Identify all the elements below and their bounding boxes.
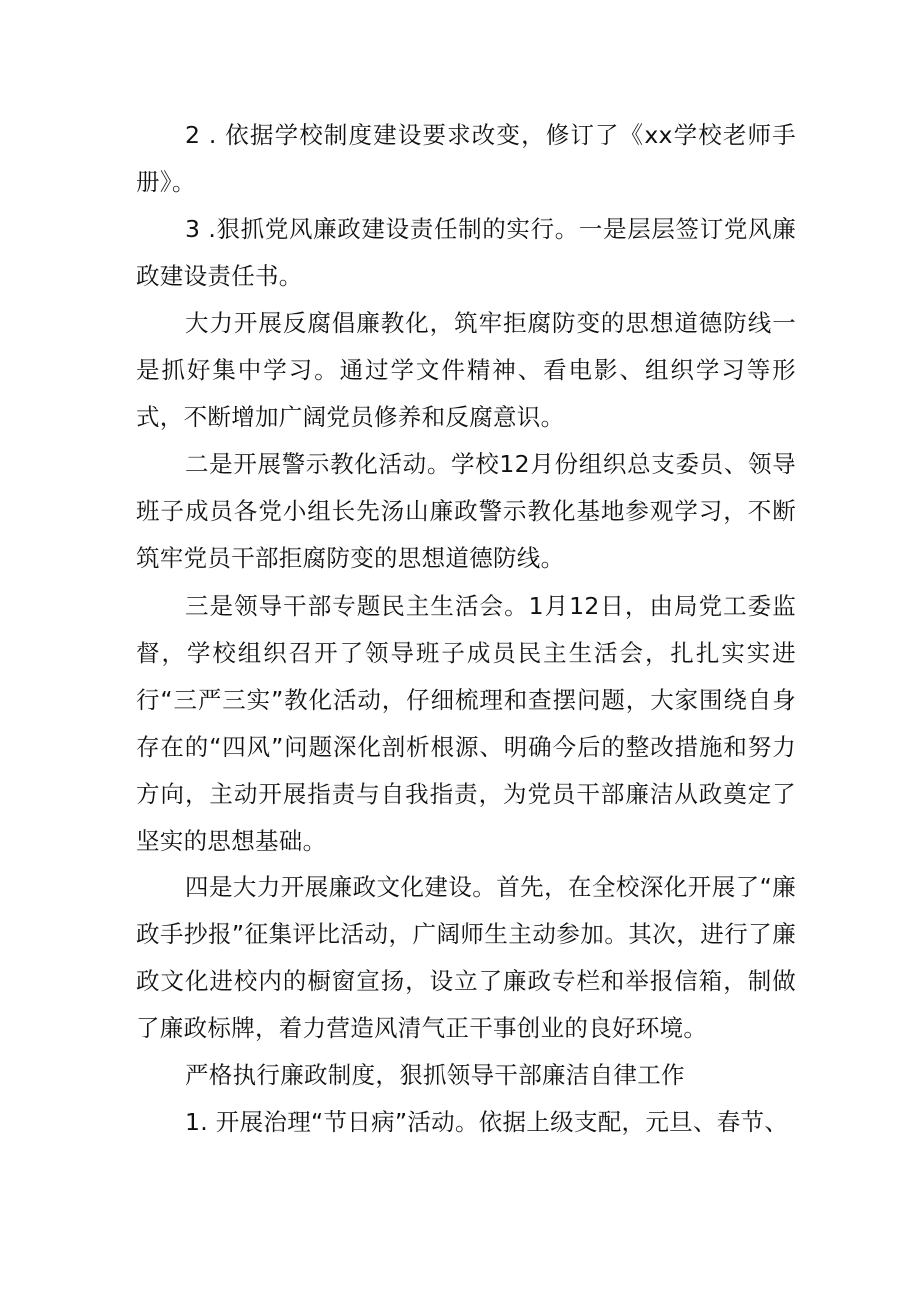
- paragraph-integrity-culture: 四是大力开展廉政文化建设。首先，在全校深化开展了“廉政手抄报”征集评比活动，广阔师生主动参加。其次，进行了廉政文化进校内的橱窗宣扬，设立了廉政专栏和举报信箱，制做了廉政标牌，着力营造风清气正干事创业的良好环境。: [136, 873, 796, 1042]
- paragraph-holiday-ills: 1. 开展治理“节日病”活动。依据上级支配，元旦、春节、: [185, 1108, 789, 1136]
- paragraph-revise-handbook: 2 . 依据学校制度建设要求改变，修订了《xx学校老师手册》。: [136, 121, 796, 196]
- paragraph-warning-education: 二是开展警示教化活动。学校12月份组织总支委员、领导班子成员各党小组长先汤山廉政警示教化基地参观学习，不断筑牢党员干部拒腐防变的思想道德防线。: [136, 450, 796, 572]
- paragraph-democratic-life-meeting: 三是领导干部专题民主生活会。1月12日，由局党工委监督，学校组织召开了领导班子成员民主生活会，扎扎实实进行“三严三实”教化活动，仔细梳理和查摆问题，大家围绕自身存在的“四风”问题深化剖析根源、明确今后的整改措施和努力方向，主动开展指责与自我指责，为党员干部廉洁从政奠定了坚实的思想基础。: [136, 592, 796, 855]
- section-heading-integrity-rules: 严格执行廉政制度，狠抓领导干部廉洁自律工作: [185, 1061, 685, 1089]
- paragraph-responsibility-system: 3 .狠抓党风廉政建设责任制的实行。一是层层签订党风廉政建设责任书。: [136, 215, 796, 290]
- paragraph-anti-corruption-education: 大力开展反腐倡廉教化，筑牢拒腐防变的思想道德防线一是抓好集中学习。通过学文件精神、看电影、组织学习等形式，不断增加广阔党员修养和反腐意识。: [136, 309, 796, 431]
